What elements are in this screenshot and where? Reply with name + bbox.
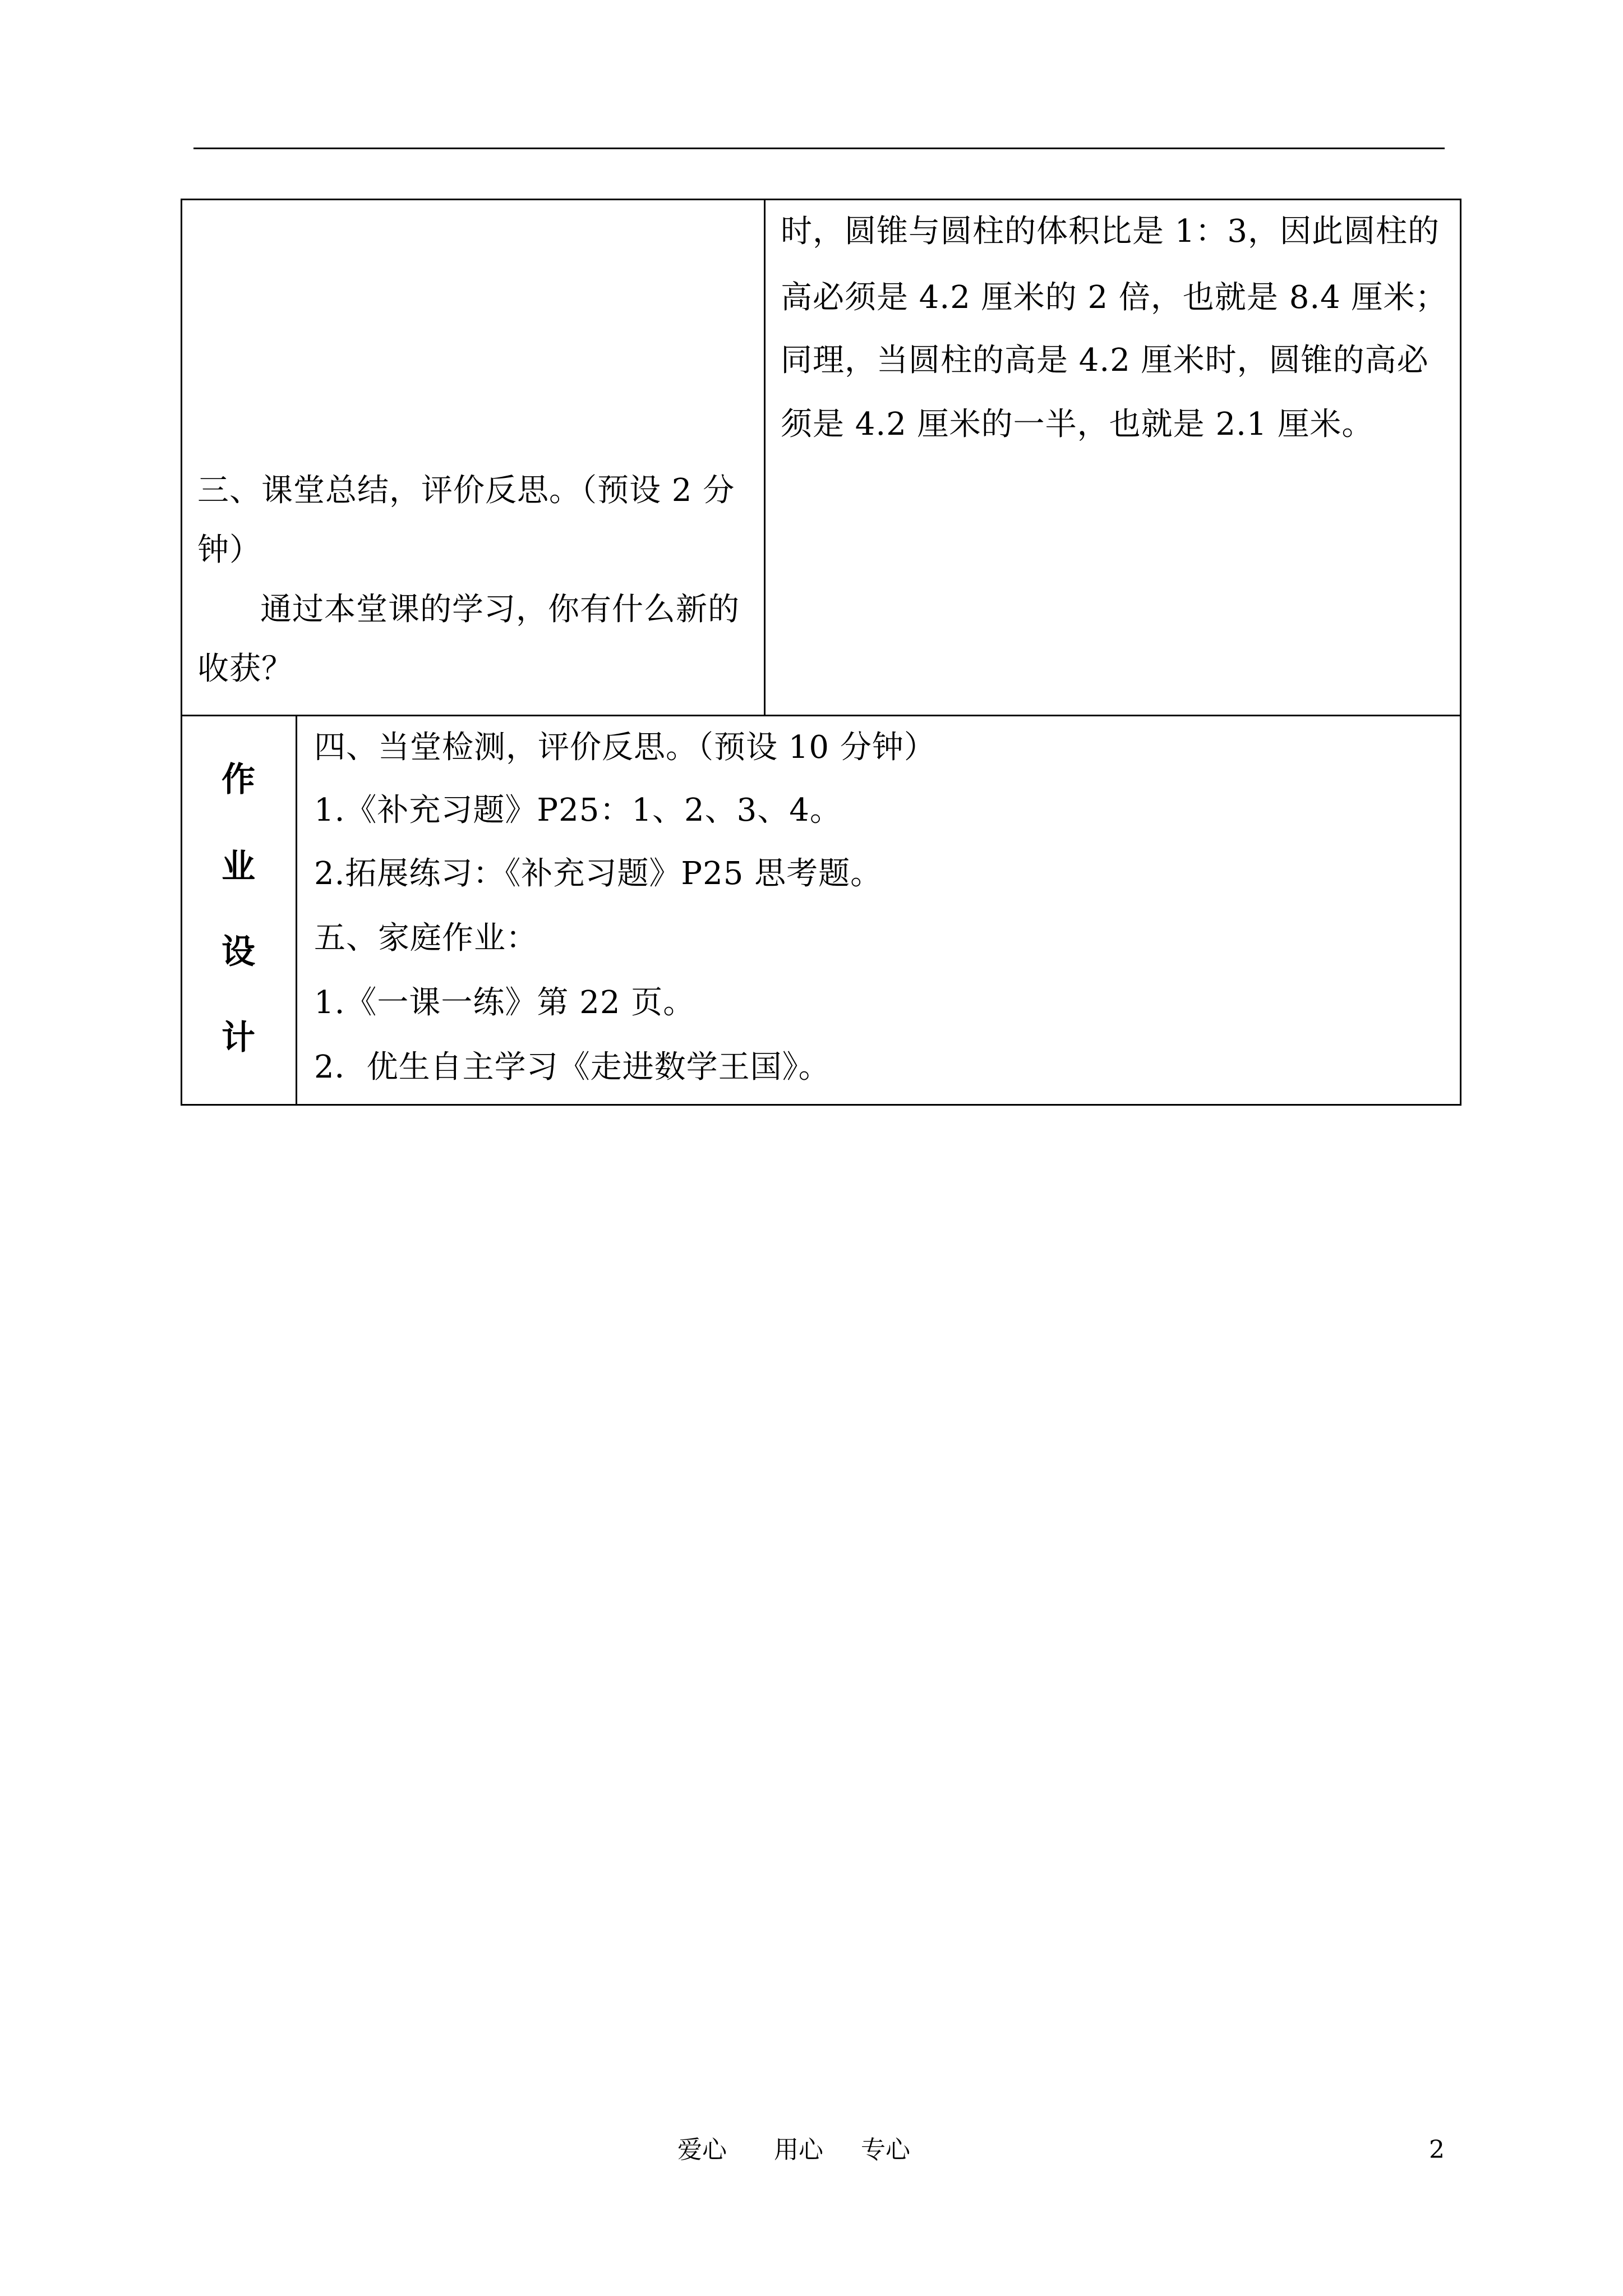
explanation-line-3: 同理，当圆柱的高是 4.2 厘米时，圆锥的高必 xyxy=(781,342,1429,379)
footer-motto-1: 爱心 xyxy=(677,2136,727,2164)
homework-line-3: 2.拓展练习：《补充习题》P25 思考题。 xyxy=(314,855,883,892)
header-rule xyxy=(193,148,1445,149)
homework-line-2: 1.《补充习题》P25：1、2、3、4。 xyxy=(314,792,842,829)
summary-heading: 三、课堂总结，评价反思。（预设 2 分钟） xyxy=(197,472,735,568)
explanation-line-4: 须是 4.2 厘米的一半，也就是 2.1 厘米。 xyxy=(781,406,1374,443)
homework-label-divider xyxy=(296,715,297,1106)
explanation-line-2: 高必须是 4.2 厘米的 2 倍，也就是 8.4 厘米； xyxy=(781,279,1447,316)
page-number: 2 xyxy=(1429,2136,1445,2164)
row-divider xyxy=(181,715,1461,716)
footer-motto-2: 用心 xyxy=(774,2136,823,2164)
homework-label-char-4: 计 xyxy=(222,1018,255,1057)
homework-line-4: 五、家庭作业： xyxy=(314,920,538,956)
homework-label-char-2: 业 xyxy=(222,847,255,886)
homework-line-5: 1.《一课一练》第 22 页。 xyxy=(314,984,695,1021)
footer-motto-3: 专心 xyxy=(861,2136,910,2164)
top-column-divider xyxy=(764,199,766,715)
homework-line-1: 四、当堂检测，评价反思。（预设 10 分钟） xyxy=(314,729,936,766)
homework-label-char-1: 作 xyxy=(222,760,255,799)
homework-label-char-3: 设 xyxy=(222,932,255,972)
homework-line-6: 2．优生自主学习《走进数学王国》。 xyxy=(314,1049,831,1085)
summary-question: 通过本堂课的学习，你有什么新的收获？ xyxy=(197,591,740,687)
explanation-line-1: 时，圆锥与圆柱的体积比是 1：3，因此圆柱的 xyxy=(781,213,1440,250)
